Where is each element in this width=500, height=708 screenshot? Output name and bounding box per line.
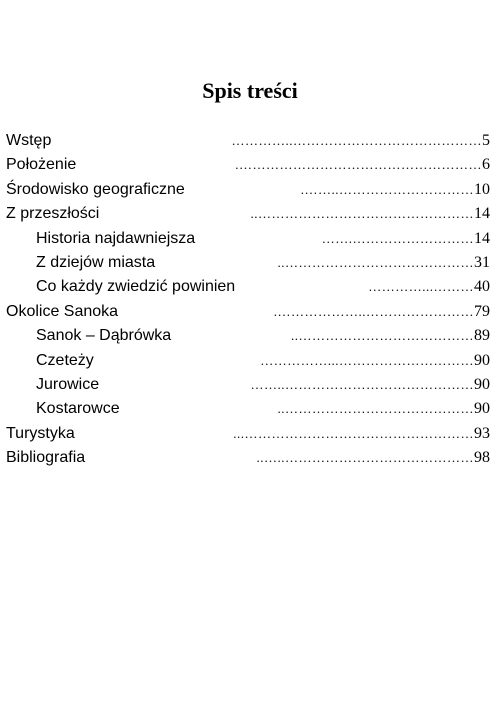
toc-entry-page: 40 bbox=[474, 278, 490, 296]
page-title: Spis treści bbox=[202, 78, 298, 103]
toc-entry-page: 14 bbox=[474, 205, 490, 223]
toc-entry-co-kazdy bbox=[6, 275, 490, 299]
toc-entry-leader: ……………………………………………... bbox=[233, 425, 474, 441]
toc-entry-z-przeszlosci bbox=[6, 202, 490, 226]
toc-entry-czetezy bbox=[6, 349, 490, 373]
toc-entry-leader: ………...………… bbox=[368, 279, 474, 295]
toc-entry-leader: ……………………..………………. bbox=[273, 303, 474, 319]
toc-entry-label: Położenie bbox=[6, 156, 77, 174]
toc-entry-turystyka bbox=[6, 422, 490, 446]
toc-entry-jurowice bbox=[6, 373, 490, 397]
toc-entry-label: Historia najdawniejsza bbox=[36, 229, 196, 247]
toc-entry-label: Z przeszłości bbox=[6, 205, 100, 223]
toc-entry-leader: …………………………..……. bbox=[300, 181, 474, 197]
toc-entry-sanok-dabrowka bbox=[6, 324, 490, 348]
toc-entry-leader: ……………………………………..….. bbox=[256, 450, 474, 466]
toc-entry-leader: ……………………………………..…… bbox=[250, 376, 474, 392]
toc-entry-page: 31 bbox=[474, 253, 490, 271]
toc-entry-label: Wstęp bbox=[6, 132, 52, 149]
toc-entry-label: Co każdy zwiedzić powinien bbox=[36, 278, 236, 296]
toc-entry-leader: ………………………………………….. bbox=[250, 206, 474, 222]
toc-entry-page: 10 bbox=[474, 180, 490, 198]
toc-entry-page: 5 bbox=[482, 132, 490, 149]
toc-entry-label: Środowisko geograficzne bbox=[6, 180, 185, 198]
toc-entry-label: Z dziejów miasta bbox=[36, 253, 156, 271]
toc-entry-label: Sanok – Dąbrówka bbox=[36, 327, 172, 345]
toc-entry-page: 90 bbox=[474, 375, 490, 393]
toc-entry-wstep bbox=[6, 129, 490, 153]
toc-entry-label: Jurowice bbox=[36, 375, 100, 393]
toc-entry-page: 90 bbox=[474, 351, 490, 369]
toc-entry-page: 14 bbox=[474, 229, 490, 247]
toc-entry-label: Czeteży bbox=[36, 351, 94, 369]
toc-entry-page: 79 bbox=[474, 302, 490, 320]
toc-entry-okolice-sanoka bbox=[6, 300, 490, 324]
toc-entry-label: Okolice Sanoka bbox=[6, 302, 119, 320]
toc-entry-leader: ……………………….…… bbox=[321, 230, 474, 246]
toc-entry-leader: …………………………...…………… bbox=[260, 352, 474, 368]
toc-entry-leader: ………………………………….. bbox=[291, 328, 474, 344]
toc-entry-historia bbox=[6, 227, 490, 251]
toc-entry-polozenie bbox=[6, 153, 490, 177]
table-of-contents bbox=[6, 129, 490, 470]
toc-entry-srodowisko bbox=[6, 178, 490, 202]
toc-entry-leader: ……………………………………..………… bbox=[231, 133, 482, 148]
toc-entry-kostarowce bbox=[6, 397, 490, 421]
toc-entry-leader: …………………………………….. bbox=[277, 254, 474, 270]
toc-entry-page: 98 bbox=[474, 449, 490, 467]
toc-entry-label: Kostarowce bbox=[36, 400, 120, 418]
toc-entry-page: 89 bbox=[474, 327, 490, 345]
toc-entry-label: Bibliografia bbox=[6, 449, 86, 467]
toc-entry-label: Turystyka bbox=[6, 424, 75, 442]
toc-entry-page: 6 bbox=[482, 156, 490, 174]
toc-entry-leader: …………………………………….. bbox=[277, 401, 474, 417]
toc-entry-page: 90 bbox=[474, 400, 490, 418]
toc-entry-leader: ………………………………………………. bbox=[235, 157, 482, 173]
toc-entry-z-dziejow-miasta bbox=[6, 251, 490, 275]
toc-entry-page: 93 bbox=[474, 424, 490, 442]
toc-entry-bibliografia bbox=[6, 446, 490, 470]
